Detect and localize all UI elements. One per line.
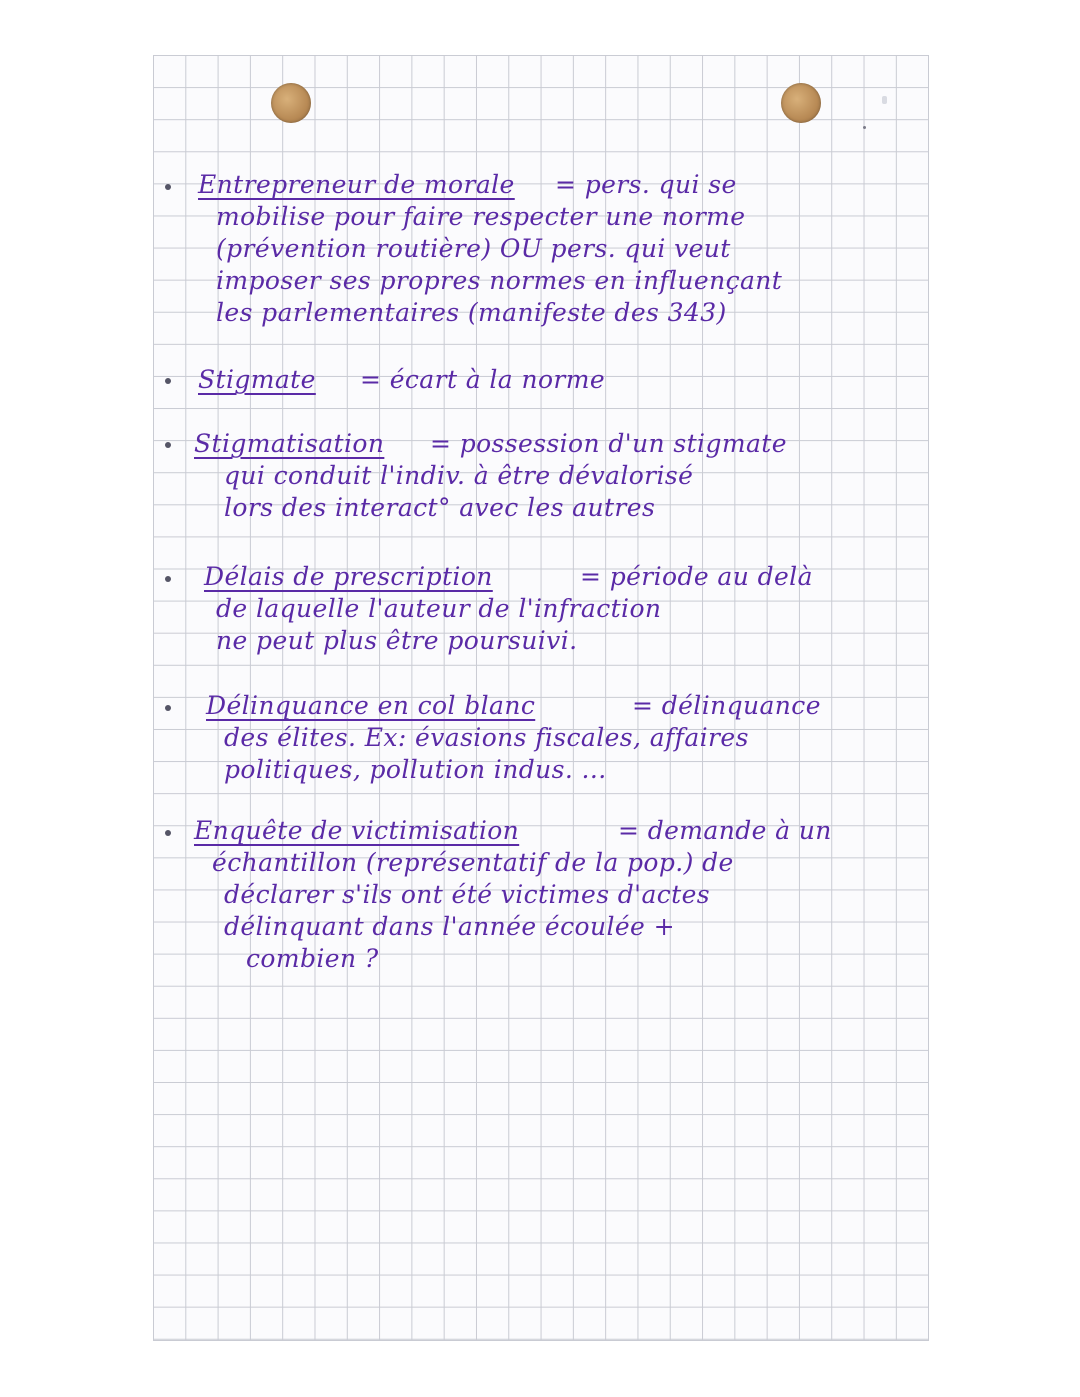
note-stigmate: [150, 362, 920, 402]
definition-line: politiques, pollution indus. ...: [224, 755, 607, 784]
punch-hole-right: [781, 83, 821, 123]
definition-line: = pers. qui se: [555, 170, 737, 199]
definition-line: (prévention routière) OU pers. qui veut: [216, 234, 731, 263]
note-entrepreneur-de-morale: [150, 165, 920, 335]
term: Stigmatisation: [194, 429, 385, 458]
definition-line: = possession d'un stigmate: [430, 429, 787, 458]
paper-dot: [863, 126, 866, 129]
bullet-icon: [165, 830, 171, 836]
term: Stigmate: [198, 365, 316, 394]
note-delais-de-prescription: [150, 561, 920, 661]
definition-line: déclarer s'ils ont été victimes d'actes: [224, 880, 711, 909]
definition-line: = écart à la norme: [360, 365, 606, 394]
definition-line: les parlementaires (manifeste des 343): [216, 298, 727, 327]
note-enquete-de-victimisation: [150, 815, 920, 985]
definition-line: imposer ses propres normes en influençant: [216, 266, 783, 295]
paper-mark: [882, 96, 887, 104]
bullet-icon: [165, 576, 171, 582]
bullet-icon: [165, 378, 171, 384]
definition-line: combien ?: [246, 944, 379, 973]
definition-line: qui conduit l'indiv. à être dévalorisé: [224, 461, 694, 490]
punch-hole-left: [271, 83, 311, 123]
definition-line: = demande à un: [618, 816, 832, 845]
term: Entrepreneur de morale: [198, 170, 515, 199]
definition-line: délinquant dans l'année écoulée +: [224, 912, 675, 941]
term: Délinquance en col blanc: [206, 691, 536, 720]
definition-line: = période au delà: [580, 562, 813, 591]
term: Enquête de victimisation: [194, 816, 520, 845]
definition-line: de laquelle l'auteur de l'infraction: [216, 594, 662, 623]
bullet-icon: [165, 705, 171, 711]
bullet-icon: [165, 184, 171, 190]
definition-line: mobilise pour faire respecter une norme: [216, 202, 746, 231]
definition-line: échantillon (représentatif de la pop.) de: [212, 848, 734, 877]
note-delinquance-en-col-blanc: [150, 690, 920, 790]
definition-line: lors des interact° avec les autres: [224, 493, 656, 522]
definition-line: des élites. Ex: évasions fiscales, affaires: [224, 723, 749, 752]
definition-line: ne peut plus être poursuivi.: [216, 626, 578, 655]
term: Délais de prescription: [204, 562, 493, 591]
bullet-icon: [165, 442, 171, 448]
note-stigmatisation: [150, 428, 920, 528]
definition-line: = délinquance: [632, 691, 821, 720]
